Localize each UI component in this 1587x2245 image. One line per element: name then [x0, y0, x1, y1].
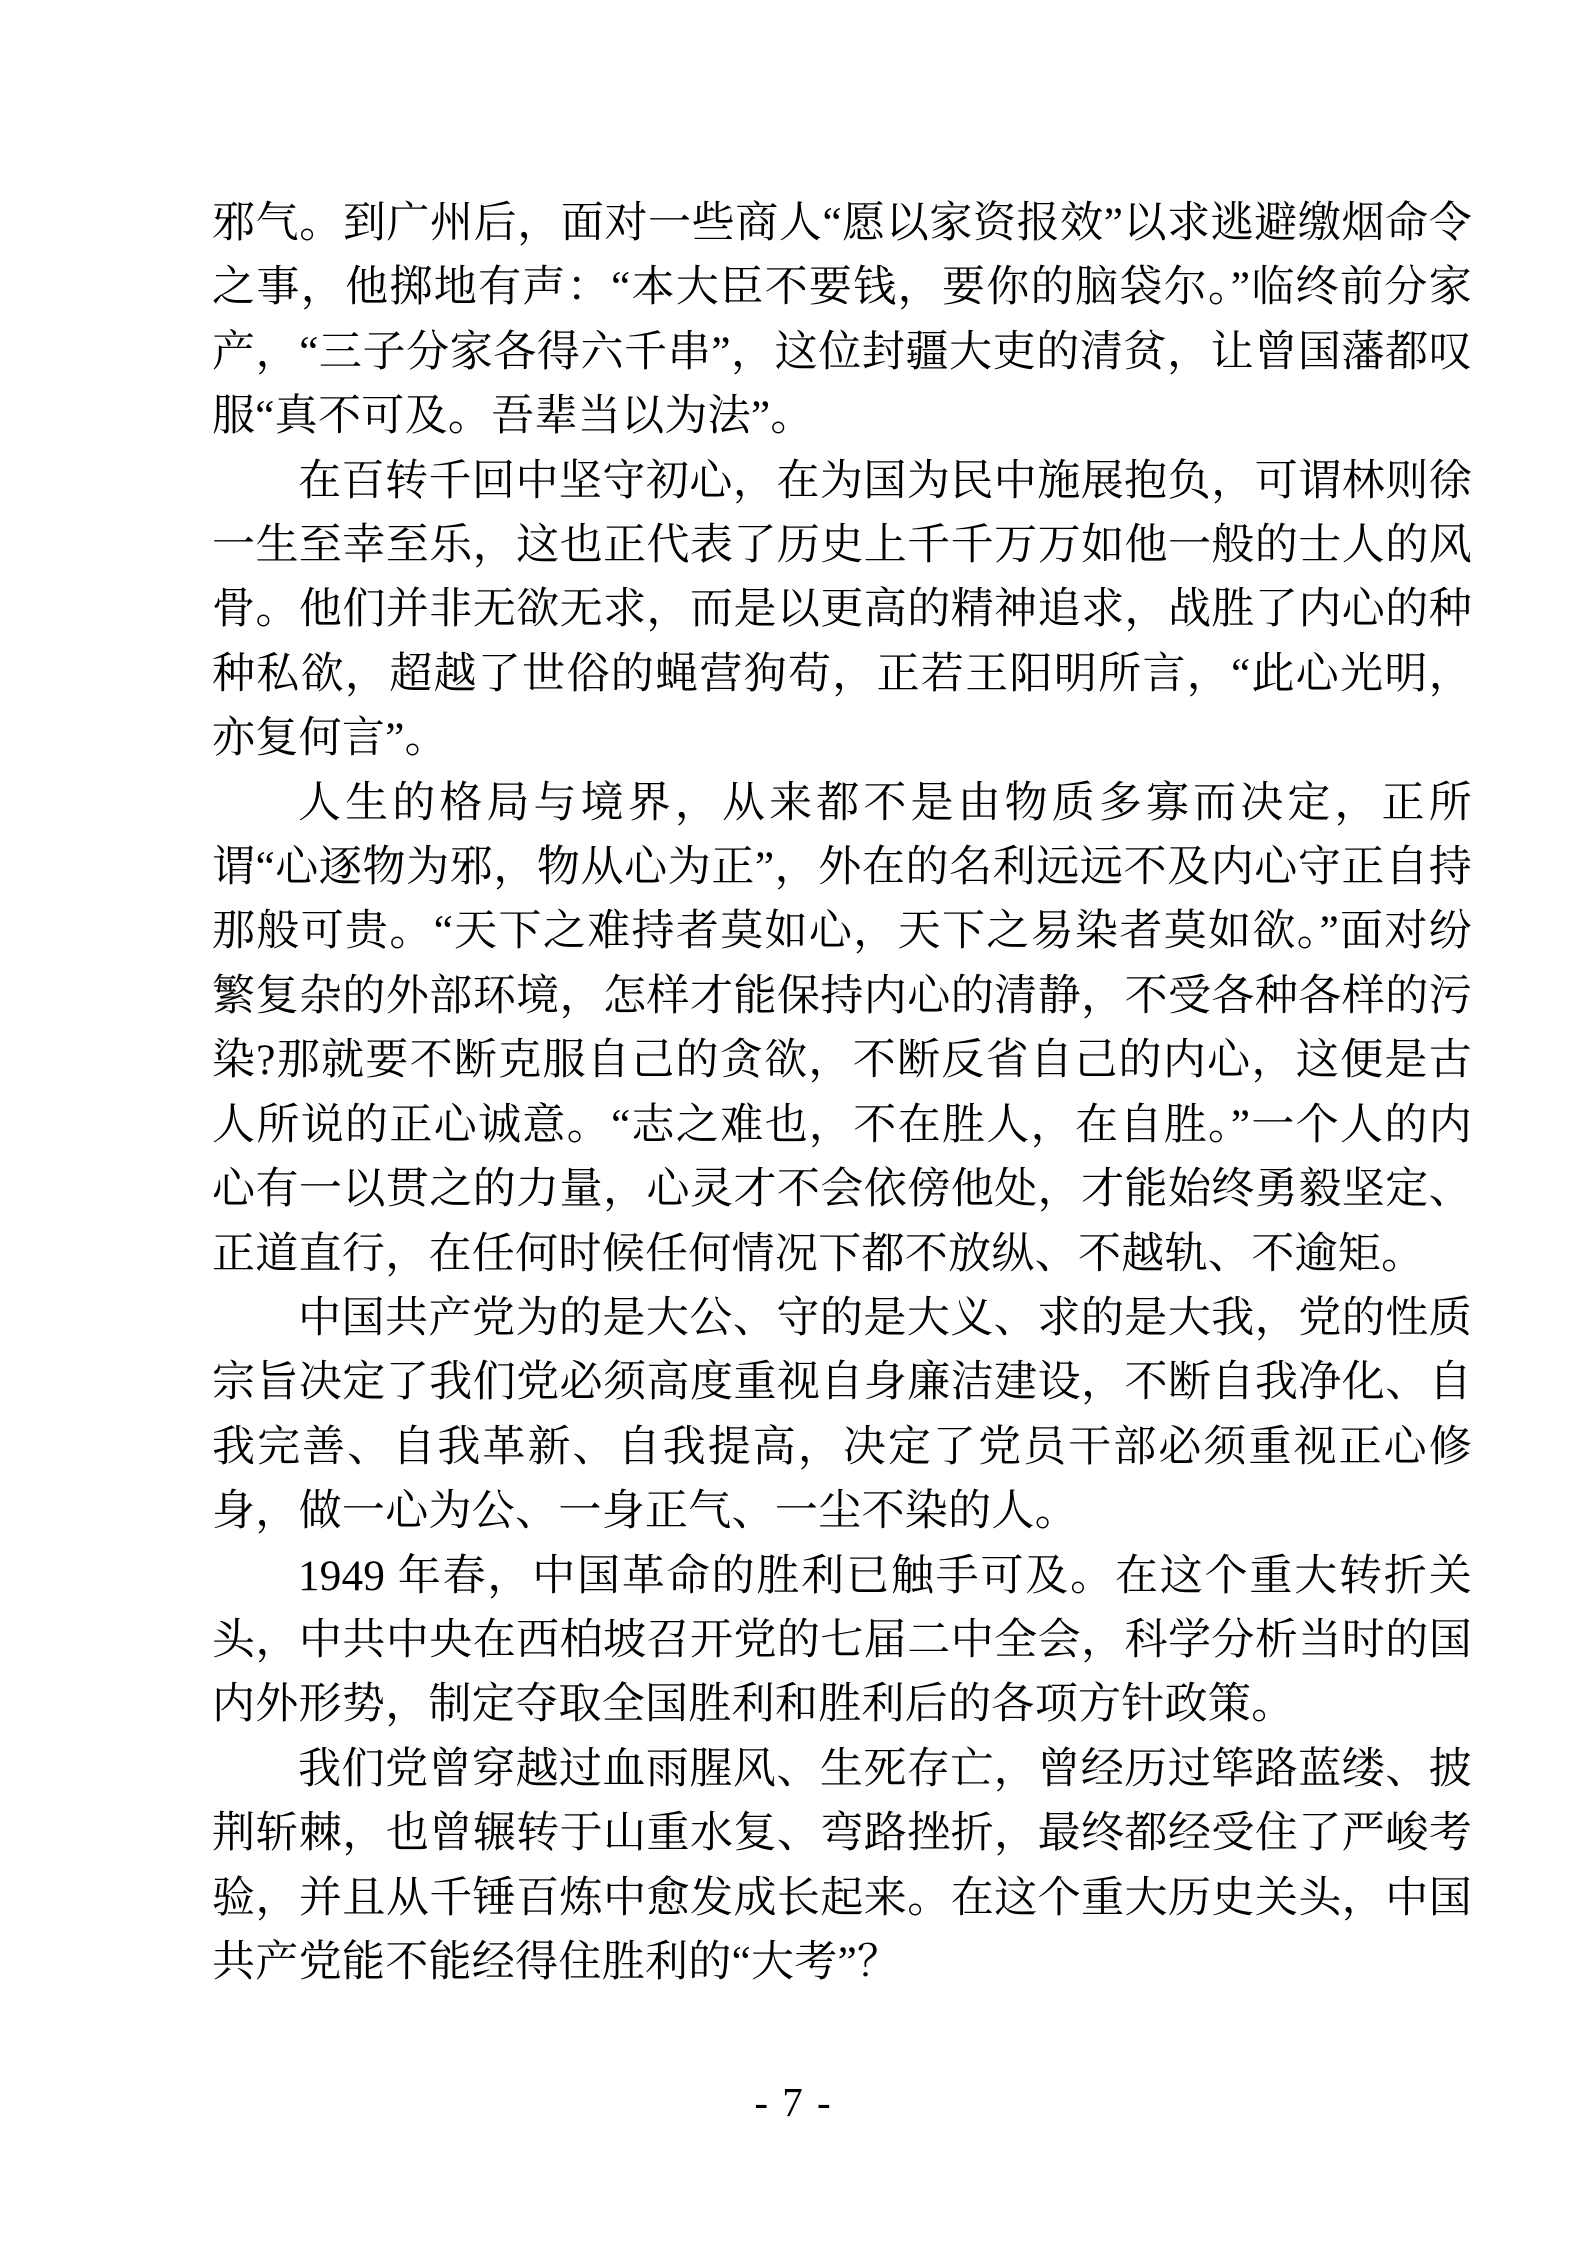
text-body [212, 192, 1472, 1995]
page-number: - 7 - [754, 2079, 833, 2125]
paragraph: 中国共产党为的是大公、守的是大义、求的是大我，党的性质宗旨决定了我们党必须高度重视自身廉洁建设，不断自我净化、自我完善、自我革新、自我提高，决定了党员干部必须重视正心修身，做一心为公、一身正气、一尘不染的人。 [212, 1294, 1472, 1536]
paragraph: 我们党曾穿越过血雨腥风、生死存亡，曾经历过筚路蓝缕、披荆斩棘，也曾辗转于山重水复、弯路挫折，最终都经受住了严峻考验，并且从千锤百炼中愈发成长起来。在这个重大历史关头，中国共产党能不能经得住胜利的“大考”？ [212, 1745, 1472, 1986]
paragraph-continuation: 邪气。到广州后，面对一些商人“愿以家资报效”以求逃避缴烟命令之事，他掷地有声：“本大臣不要钱，要你的脑袋尔。”临终前分家产，“三子分家各得六千串”，这位封疆大吏的清贫，让曾国藩都叹服“真不可及。吾辈当以为法”。 [212, 200, 1472, 441]
paragraph: 在百转千回中坚守初心，在为国为民中施展抱负，可谓林则徐一生至幸至乐，这也正代表了历史上千千万万如他一般的士人的风骨。他们并非无欲无求，而是以更高的精神追求，战胜了内心的种种私欲，超越了世俗的蝇营狗苟，正若王阳明所言，“此心光明，亦复何言”。 [212, 457, 1472, 763]
paragraph: 1949 年春，中国革命的胜利已触手可及。在这个重大转折关头，中共中央在西柏坡召开党的七届二中全会，科学分析当时的国内外形势，制定夺取全国胜利和胜利后的各项方针政策。 [212, 1552, 1472, 1729]
paragraph: 人生的格局与境界，从来都不是由物质多寡而决定，正所谓“心逐物为邪，物从心为正”，外在的名利远远不及内心守正自持那般可贵。“天下之难持者莫如心，天下之易染者莫如欲。”面对纷繁复杂的外部环境，怎样才能保持内心的清静，不受各种各样的污染?那就要不断克服自己的贪欲，不断反省自己的内心，这便是古人所说的正心诚意。“志之难也，不在胜人，在自胜。”一个人的内心有一以贯之的力量，心灵才不会依傍他处，才能始终勇毅坚定、正道直行，在任何时候任何情况下都不放纵、不越轨、不逾矩。 [212, 779, 1472, 1278]
